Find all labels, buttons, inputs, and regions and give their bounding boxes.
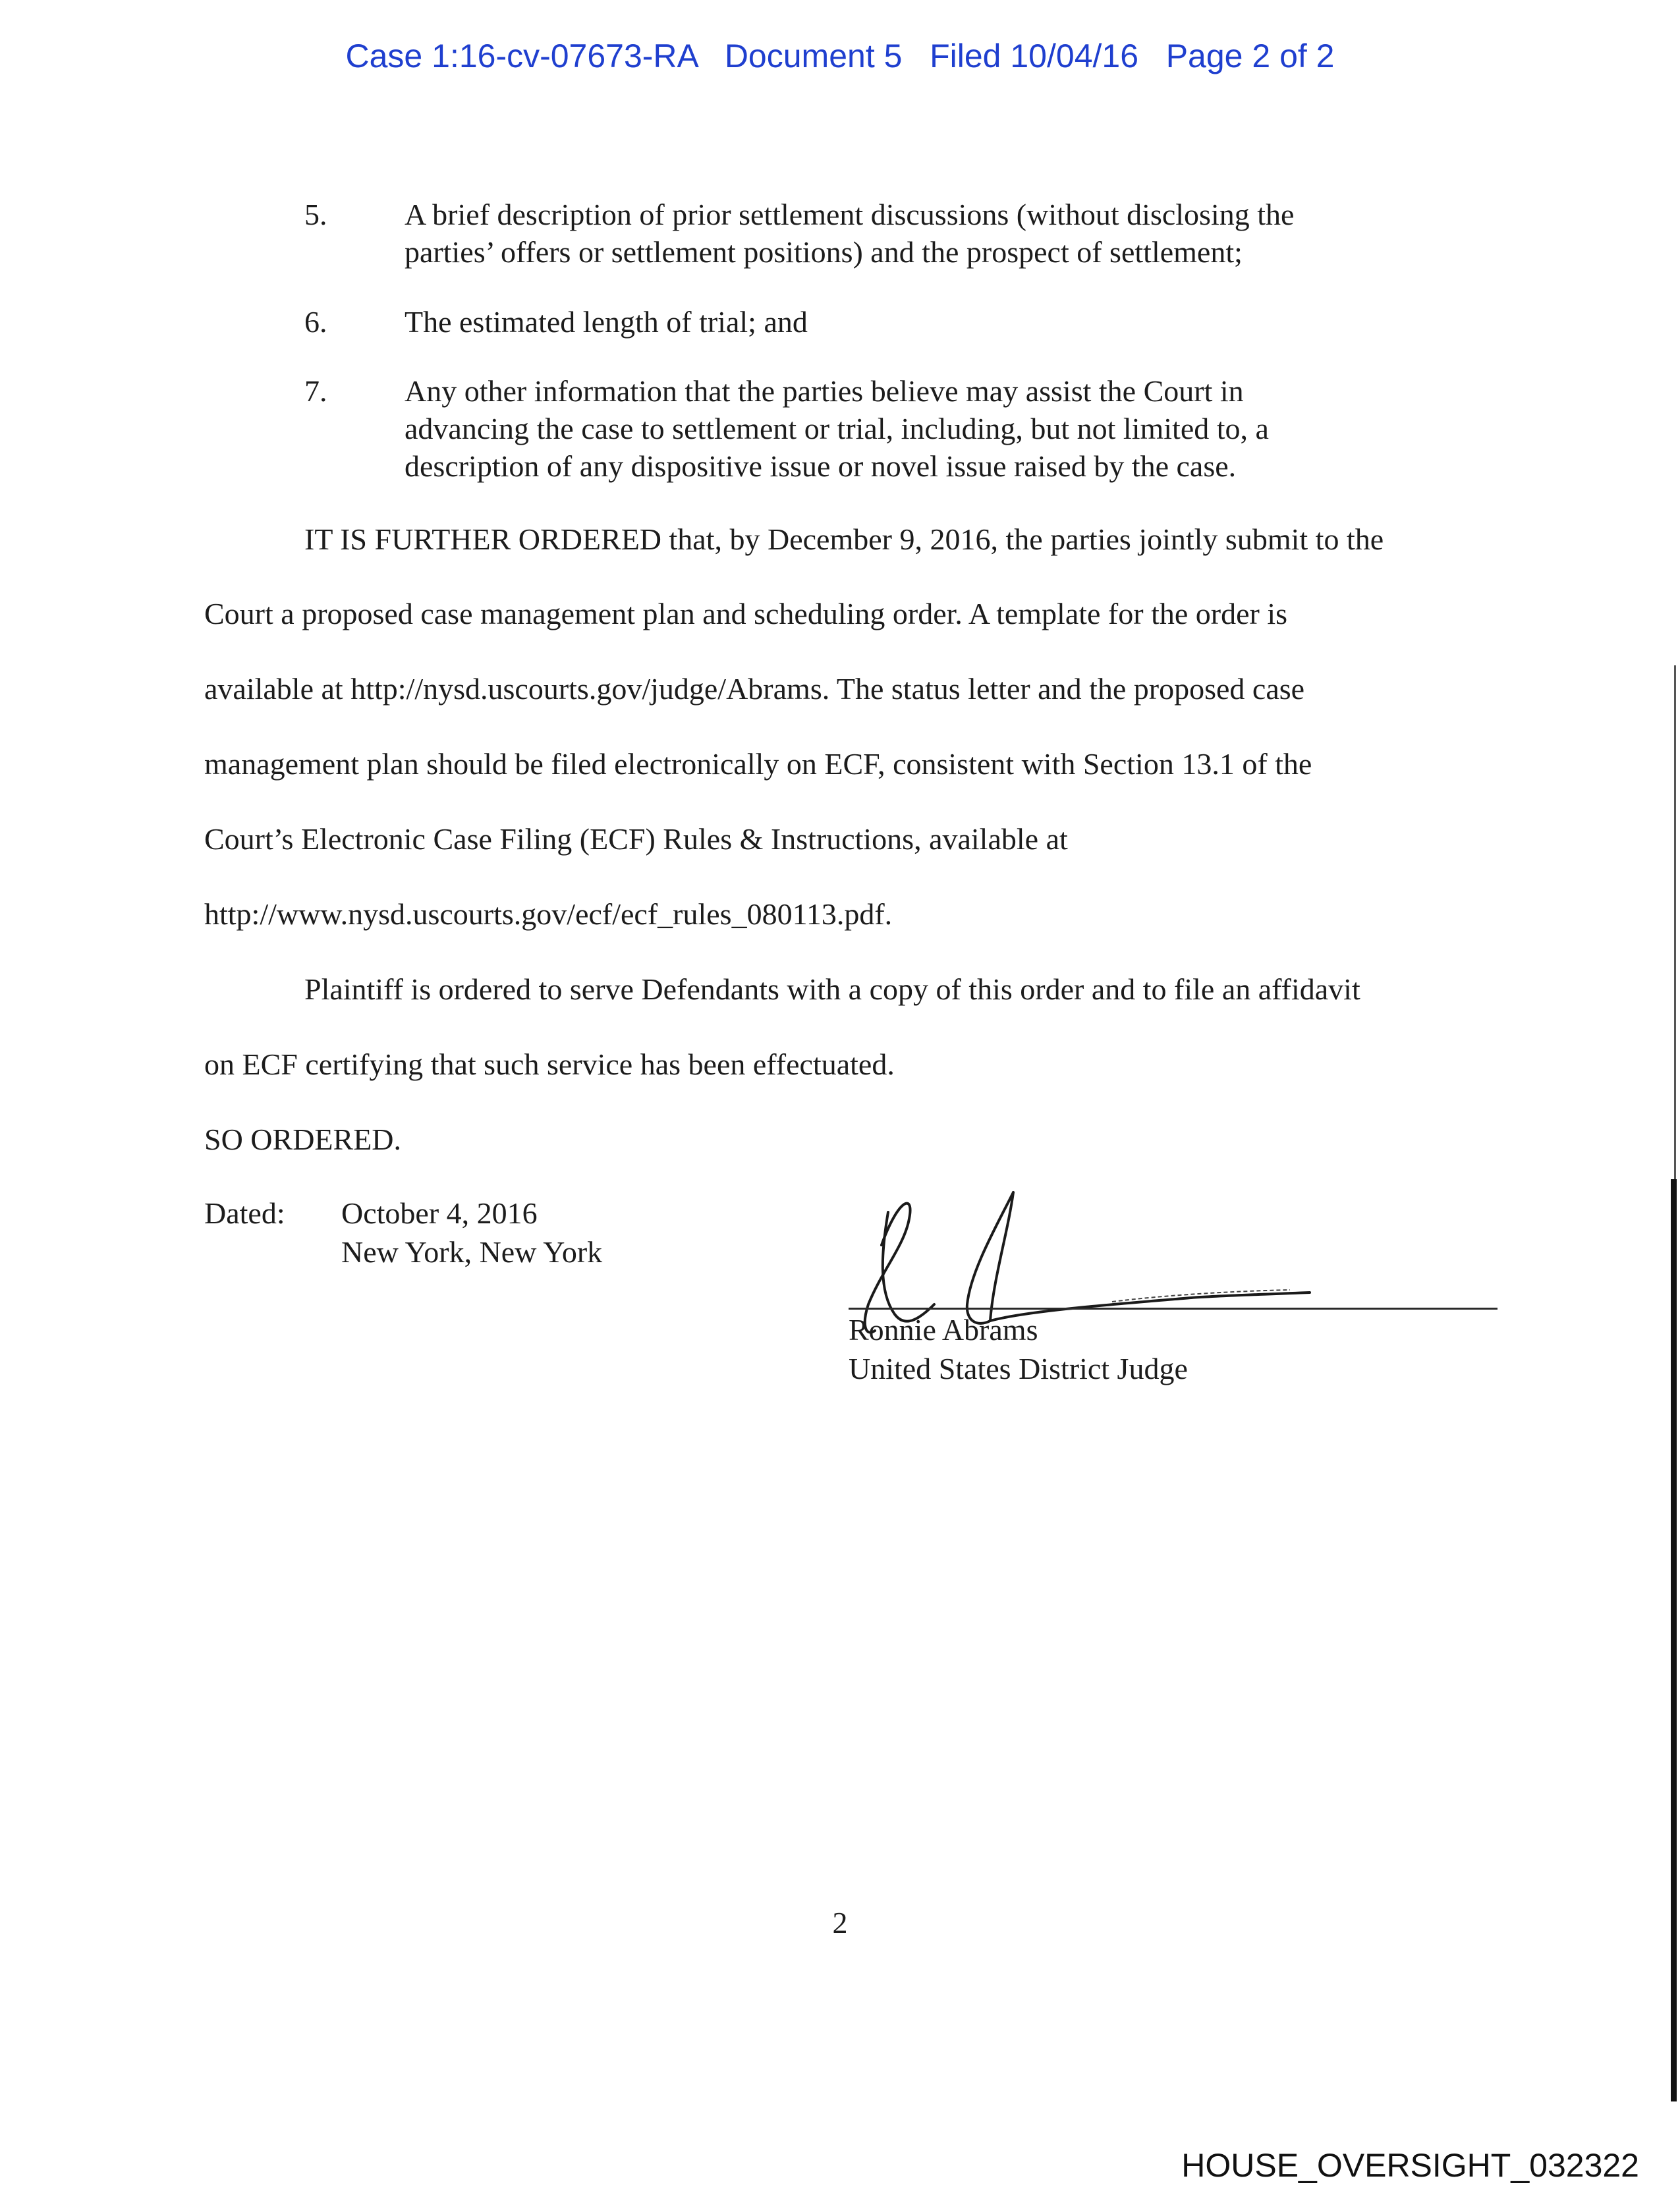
header-case-number: Case 1:16-cv-07673-RA [345,38,698,74]
page-number: 2 [832,1906,848,1939]
list-item-number: 6. [304,305,327,339]
further-order-line: IT IS FURTHER ORDERED that, by December 9, 2016, the parties jointly submit to the [304,522,1384,556]
further-order-line: Court’s Electronic Case Filing (ECF) Rules & Instructions, available at [204,822,1068,856]
dated-label: Dated: [204,1196,285,1230]
list-item-line: Any other information that the parties believe may assist the Court in [405,374,1244,408]
further-order-line: Court a proposed case management plan and scheduling order. A template for the order is [204,597,1288,630]
dated-date: October 4, 2016 [341,1196,538,1230]
list-item-line: description of any dispositive issue or novel issue raised by the case. [405,449,1237,483]
signature-rule [849,1308,1498,1310]
list-item-line: parties’ offers or settlement positions) and the prospect of settlement; [405,235,1243,269]
header-page: Page 2 of 2 [1165,38,1335,74]
header-document: Document 5 [724,38,903,74]
dated-place: New York, New York [341,1235,603,1269]
service-order-line: on ECF certifying that such service has been effectuated. [204,1047,895,1081]
list-item-line: The estimated length of trial; and [405,305,808,339]
list-item-number: 5. [304,198,327,231]
bates-stamp: HOUSE_OVERSIGHT_032322 [1181,2147,1639,2184]
header-filed: Filed 10/04/16 [930,38,1139,74]
list-item-line: A brief description of prior settlement discussions (without disclosing the [405,198,1295,231]
scan-edge-artifact [1671,1179,1677,2101]
ecf-header [0,37,1680,75]
so-ordered: SO ORDERED. [204,1123,402,1156]
further-order-line: http://www.nysd.uscourts.gov/ecf/ecf_rules_080113.pdf. [204,897,893,931]
further-order-line: available at http://nysd.uscourts.gov/judge/Abrams. The status letter and the proposed case [204,672,1305,706]
service-order-line: Plaintiff is ordered to serve Defendants with a copy of this order and to file an affidavit [304,972,1360,1006]
signatory-title: United States District Judge [849,1352,1188,1385]
list-item-number: 7. [304,374,327,408]
signatory-name: Ronnie Abrams [849,1313,1038,1347]
scan-edge-artifact [1674,665,1676,1179]
further-order-line: management plan should be filed electronically on ECF, consistent with Section 13.1 of the [204,747,1312,781]
list-item-line: advancing the case to settlement or trial, including, but not limited to, a [405,412,1269,445]
